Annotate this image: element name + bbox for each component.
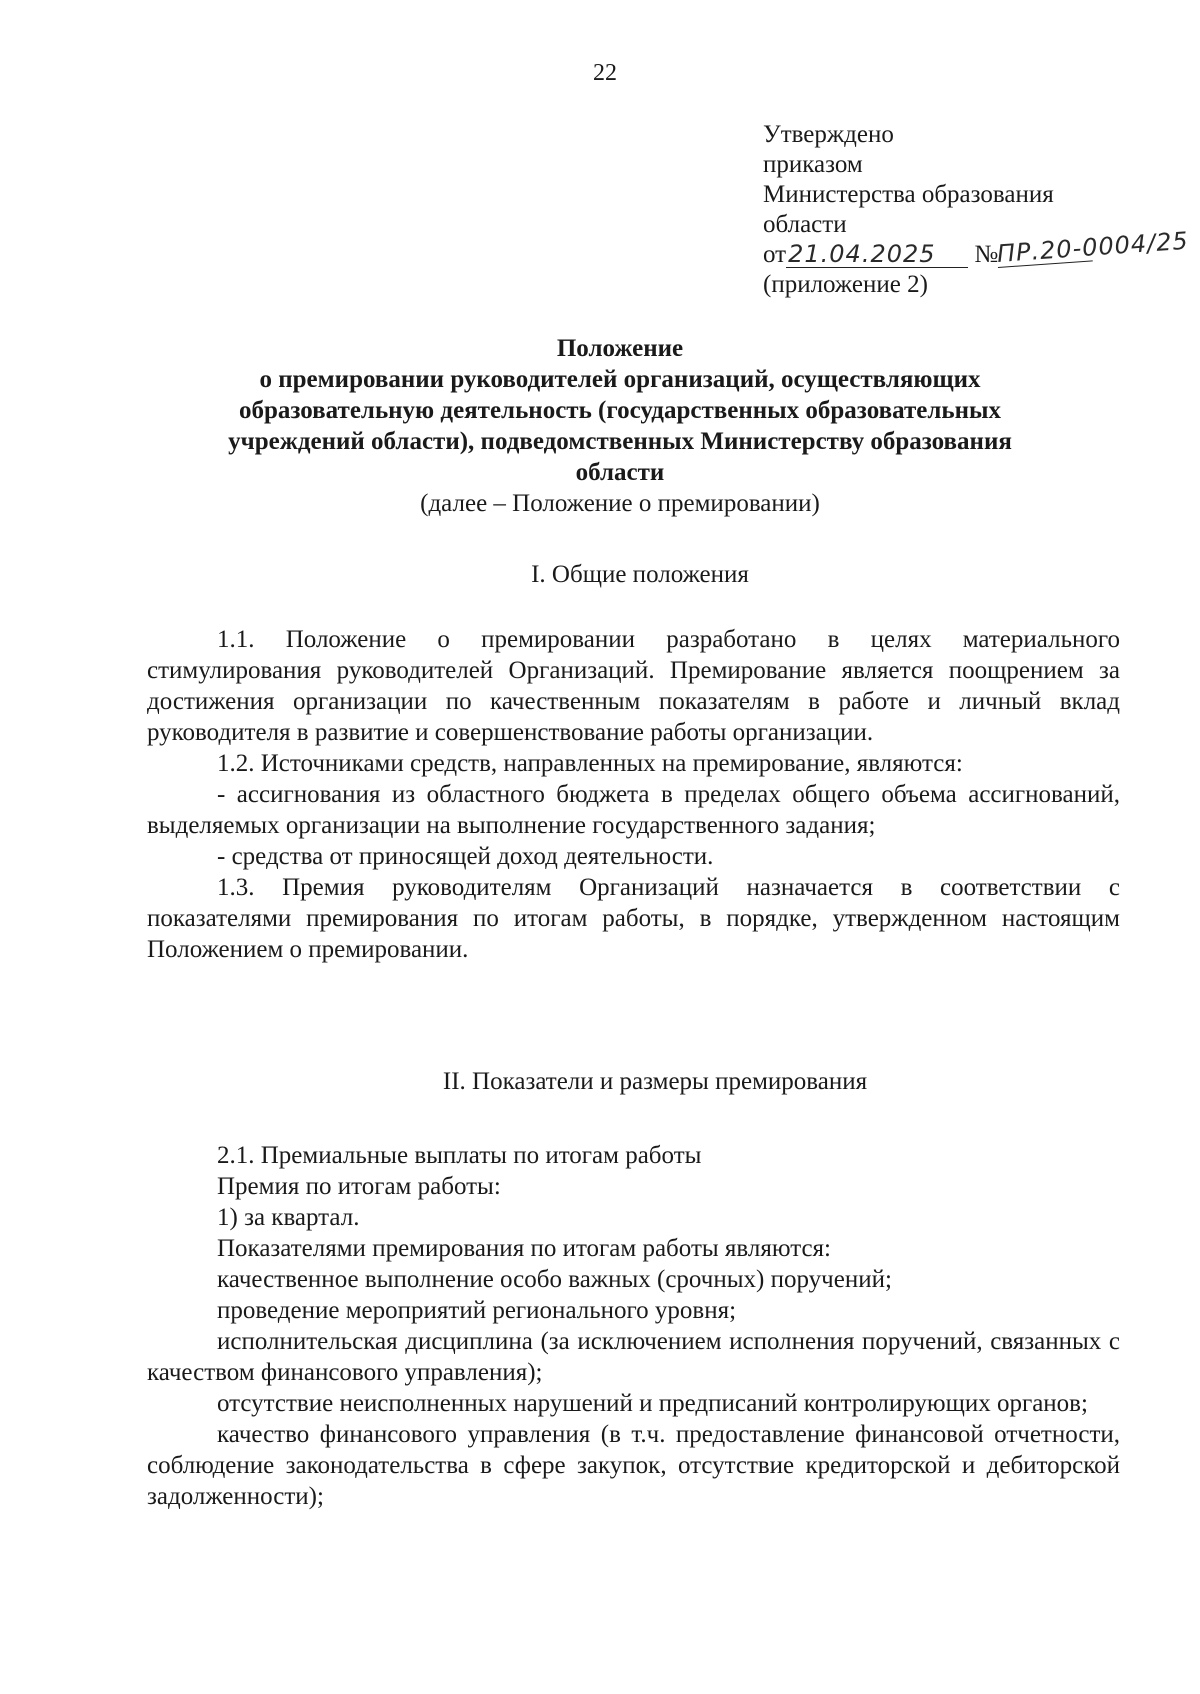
section-1-body bbox=[147, 624, 1120, 965]
paragraph-2-indicators: Показателями премирования по итогам работы являются: bbox=[217, 1235, 831, 1262]
document-title bbox=[150, 333, 1090, 519]
number-label: № bbox=[974, 241, 999, 268]
paragraph-1-2-item-2: - средства от приносящей доход деятельности. bbox=[217, 843, 714, 870]
approval-line-region: области bbox=[763, 211, 847, 238]
from-label: от bbox=[763, 241, 787, 268]
section-1-heading: I. Общие положения bbox=[531, 561, 749, 588]
approval-annex: (приложение 2) bbox=[763, 271, 928, 298]
handwritten-date: 21.04.2025 bbox=[786, 241, 968, 268]
section-2-heading: II. Показатели и размеры премирования bbox=[442, 1068, 868, 1095]
title-subtitle: (далее – Положение о премировании) bbox=[420, 490, 820, 517]
handwritten-number: ПР.20-0004/25 bbox=[996, 226, 1190, 268]
title-line-4: учреждений области), подведомственных Министерству образования bbox=[228, 428, 1012, 455]
title-line-2: о премировании руководителей организаций, осуществляющих bbox=[259, 366, 981, 393]
paragraph-2-bonus: Премия по итогам работы: bbox=[217, 1173, 501, 1200]
section-2-body bbox=[147, 1140, 1120, 1512]
page-number: 22 bbox=[593, 60, 617, 86]
indicator-discipline: исполнительская дисциплина (за исключением исполнения поручений, связанных с качеством финансового управления); bbox=[147, 1328, 1120, 1386]
approval-stamp-block bbox=[763, 120, 1190, 300]
approval-line-ministry: Министерства образования bbox=[763, 181, 1054, 208]
approval-date-number-line bbox=[763, 226, 1190, 270]
indicator-urgent-orders: качественное выполнение особо важных (срочных) поручений; bbox=[217, 1266, 892, 1293]
paragraph-1-2: 1.2. Источниками средств, направленных на премирование, являются: bbox=[217, 750, 963, 777]
title-line-5: области bbox=[575, 459, 665, 486]
indicator-no-violations: отсутствие неисполненных нарушений и предписаний контролирующих органов; bbox=[217, 1390, 1088, 1417]
approval-line-order: приказом bbox=[763, 151, 863, 178]
indicator-financial-management: качество финансового управления (в т.ч. предоставление финансовой отчетности, соблюдение законодательства в сфере закупок, отсутствие кредиторской и дебиторской задолженности); bbox=[147, 1421, 1120, 1510]
indicator-regional-events: проведение мероприятий регионального уровня; bbox=[217, 1297, 737, 1324]
paragraph-1-1: 1.1. Положение о премировании разработано в целях материального стимулирования руководителей Организаций. Премирование является поощрением за достижения организации по качественным показателям в работе и личный вклад руководителя в развитие и совершенствование работы организации. bbox=[147, 626, 1120, 746]
paragraph-2-1: 2.1. Премиальные выплаты по итогам работы bbox=[217, 1142, 702, 1169]
paragraph-2-quarter: 1) за квартал. bbox=[217, 1204, 360, 1231]
title-line-3: образовательную деятельность (государственных образовательных bbox=[239, 397, 1001, 424]
title-line-1: Положение bbox=[556, 335, 684, 362]
approval-line-approved: Утверждено bbox=[763, 121, 894, 148]
paragraph-1-2-item-1: - ассигнования из областного бюджета в пределах общего объема ассигнований, выделяемых организации на выполнение государственного задания; bbox=[147, 781, 1120, 839]
paragraph-1-3: 1.3. Премия руководителям Организаций назначается в соответствии с показателями премирования по итогам работы, в порядке, утвержденном настоящим Положением о премировании. bbox=[147, 874, 1120, 963]
